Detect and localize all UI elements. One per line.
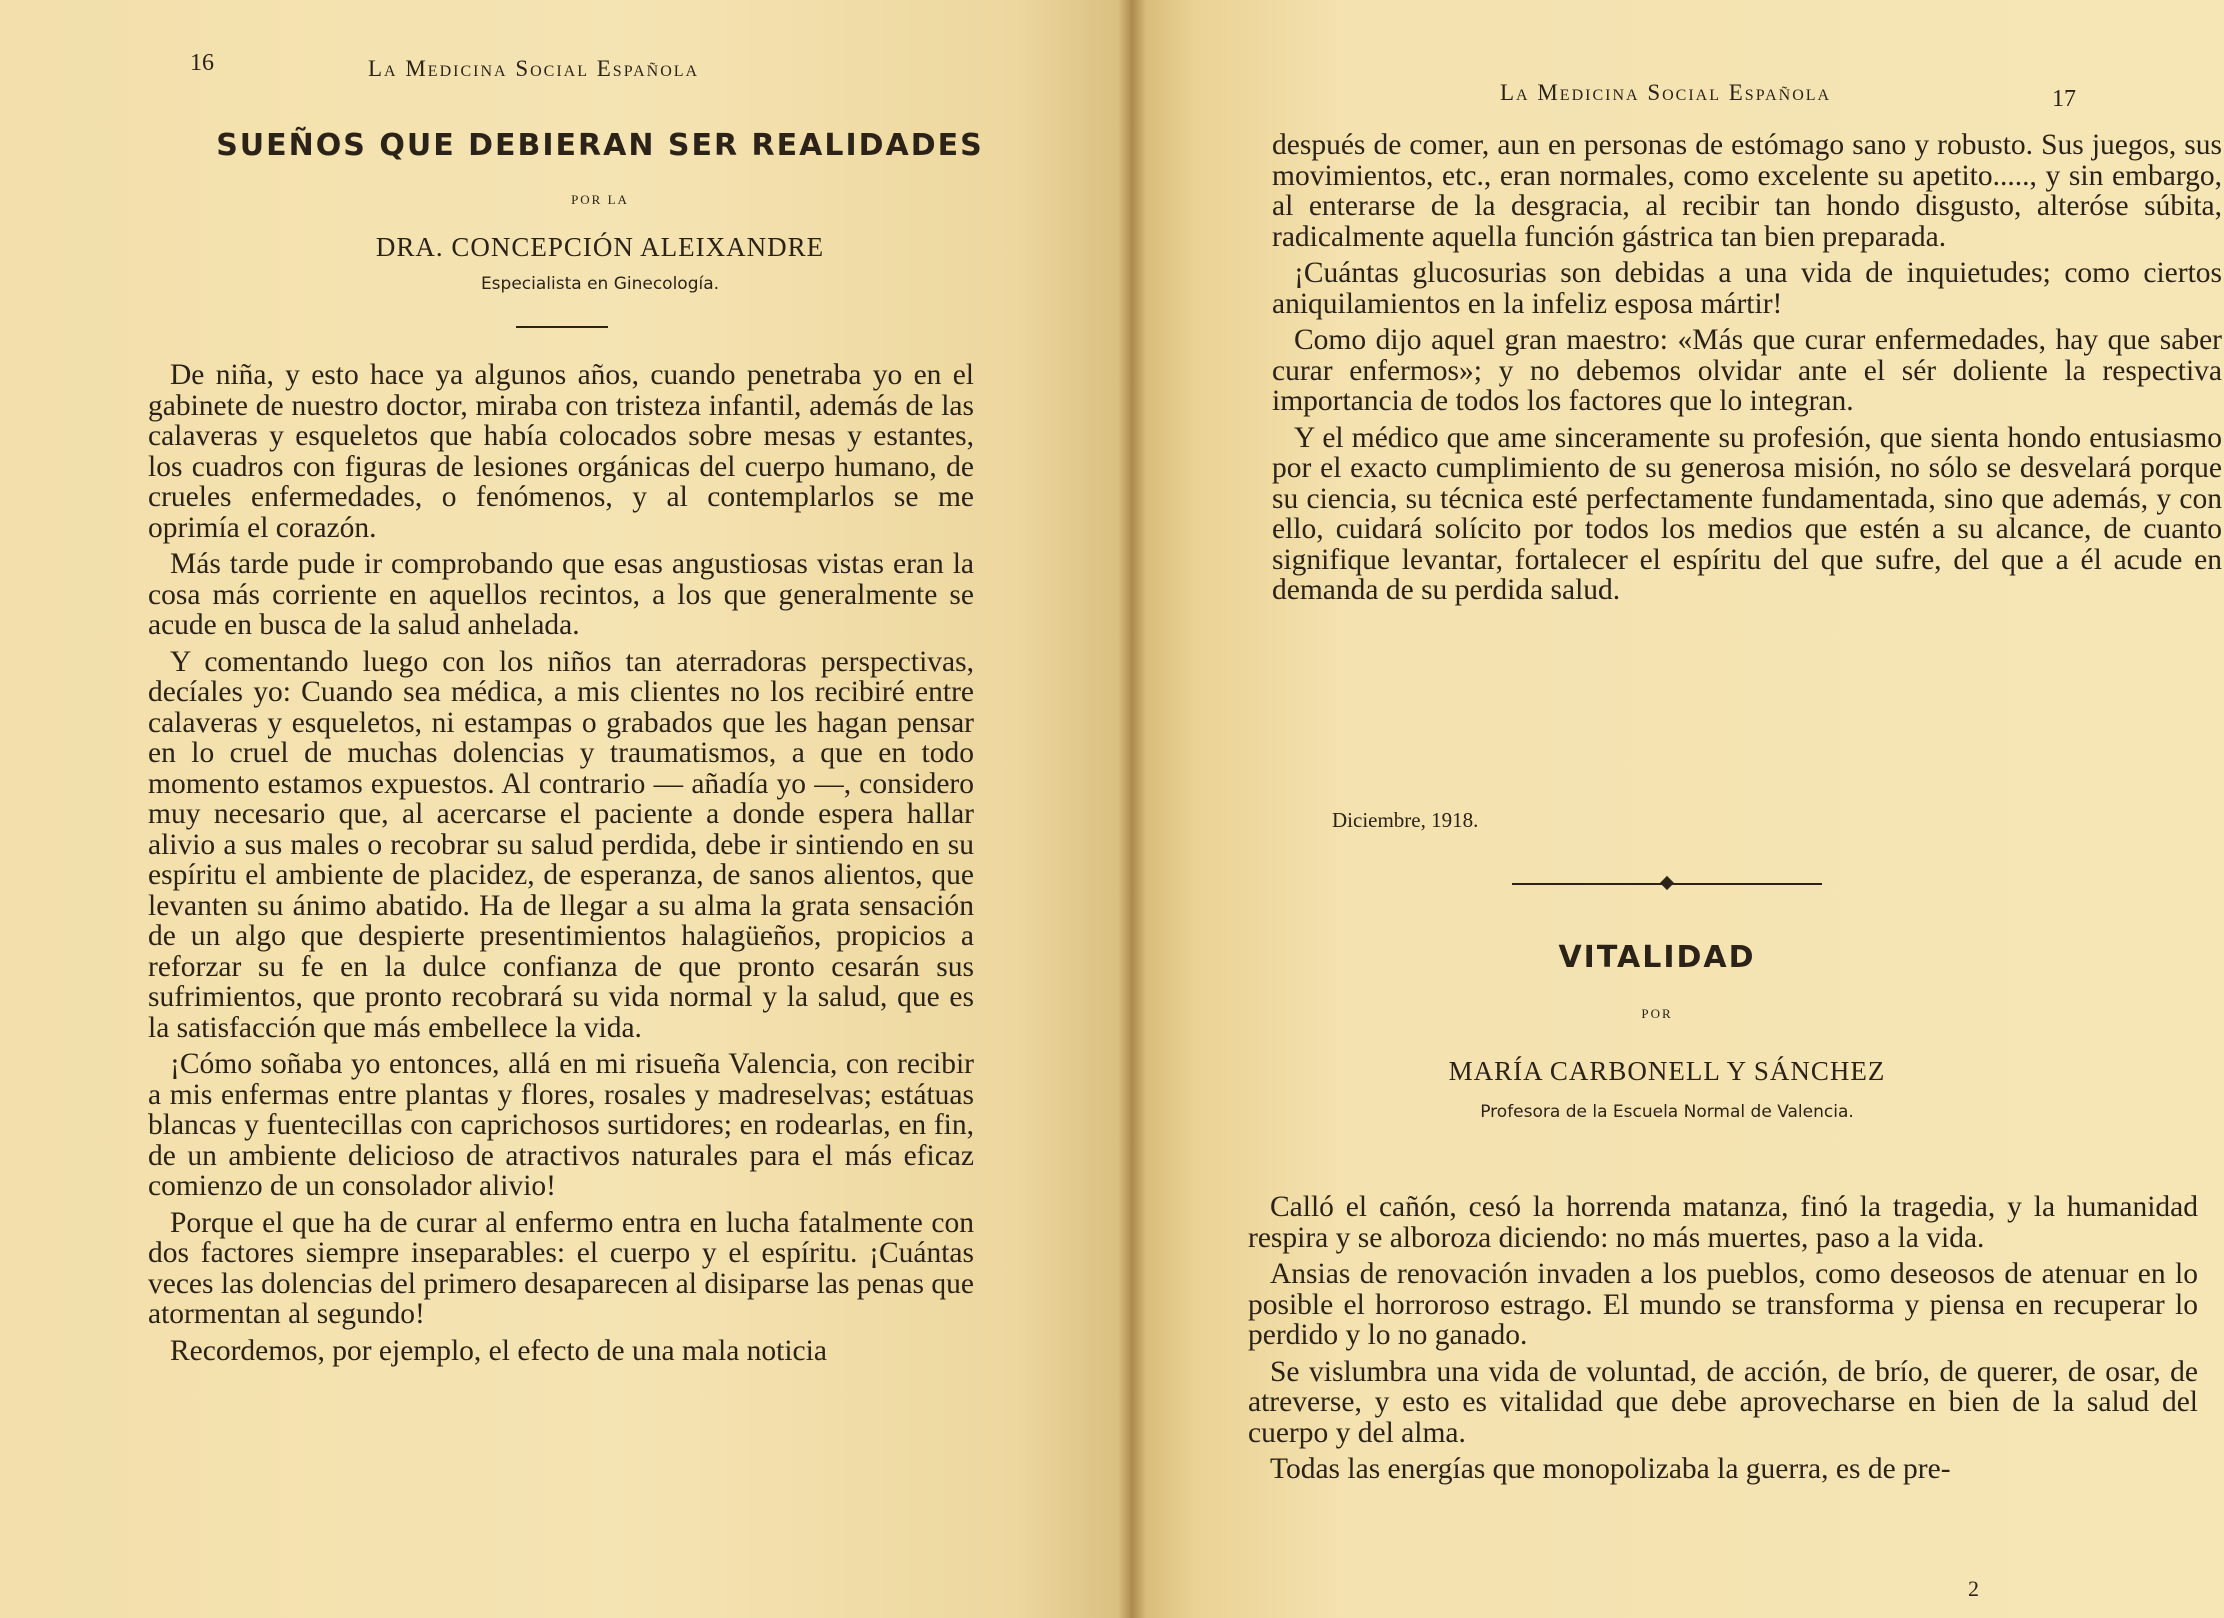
author-affiliation: Profesora de la Escuela Normal de Valencia. — [1480, 1102, 1854, 1122]
author-affiliation: Especialista en Ginecología. — [480, 274, 720, 294]
article-title: SUEÑOS QUE DEBIERAN SER REALIDADES — [216, 128, 984, 163]
ornament-divider — [1512, 874, 1822, 894]
paragraph: Porque el que ha de curar al enfermo entra en lucha fatalmente con dos factores siempre inseparables: el cuerpo y el espíritu. ¡Cuántas veces las dolencias del primero desaparecen al disiparse las penas que atormentan al segundo! — [148, 1206, 974, 1330]
paragraph: ¡Cuántas glucosurias son debidas a una vida de inquietudes; como ciertos aniquilamientos en la infeliz esposa mártir! — [1272, 257, 2222, 320]
author-name: DRA. CONCEPCIÓN ALEIXANDRE — [375, 232, 825, 262]
book-gutter — [1118, 0, 1146, 1618]
page-number: 17 — [2052, 86, 2076, 112]
paragraph: Recordemos, por ejemplo, el efecto de una mala noticia — [170, 1334, 827, 1367]
paragraph: Ansias de renovación invaden a los pueblos, como deseosos de atenuar en lo posible el horroroso estrago. El mundo se transforma y piensa en recuperar lo perdido y lo no ganado. — [1248, 1258, 2198, 1351]
byline-por: POR — [1641, 1006, 1673, 1021]
right-page — [1130, 0, 2224, 1618]
paragraph: Como dijo aquel gran maestro: «Más que curar enfermedades, hay que saber curar enfermos»; y no debemos olvidar ante el sér doliente la respectiva importancia de todos los factores que lo integran. — [1272, 324, 2222, 417]
paragraph: De niña, y esto hace ya algunos años, cuando penetraba yo en el gabinete de nuestro doctor, miraba con tristeza infantil, además de las calaveras y esqueletos que había colocados sobre mesas y estantes, los cuadros con figuras de lesiones orgánicas del cuerpo humano, de crueles enfermedades, o fenómenos, y al contemplarlos se me oprimía el corazón. — [148, 359, 974, 544]
article-date: Diciembre, 1918. — [1332, 808, 1479, 832]
article-body — [148, 360, 974, 1372]
paragraph: Se vislumbra una vida de voluntad, de acción, de brío, de querer, de osar, de atreverse, y esto es vitalidad que debe aprovecharse en bien de la salud del cuerpo y del alma. — [1248, 1355, 2198, 1449]
byline-por: POR LA — [571, 192, 629, 207]
author-name: MARÍA CARBONELL Y SÁNCHEZ — [1448, 1056, 1886, 1086]
page-number: 16 — [190, 50, 214, 76]
paragraph: ¡Cómo soñaba yo entonces, allá en mi risueña Valencia, con recibir a mis enfermas entre plantas y flores, rosales y madreselvas; estátuas blancas y fuentecillas con caprichosos surtidores; en rodearlas, en fin, de un ambiente delicioso de atractivos naturales para el más eficaz comienzo de un consolador alivio! — [148, 1048, 974, 1202]
separator-rule — [516, 326, 608, 328]
running-head: La Medicina Social Española — [1500, 80, 1832, 105]
article-body-continued — [1272, 130, 2222, 612]
paragraph: Y comentando luego con los niños tan aterradoras perspectivas, decíales yo: Cuando sea médica, a mis clientes no los recibiré entre calaveras y esqueletos, ni estampas o grabados que les hagan pensar en lo cruel de muchas dolencias y traumatismos, a que en todo momento estamos expuestos. Al contrario — añadía yo —, considero muy necesario que, al acercarse el paciente a donde espera hallar alivio a sus males o recobrar su salud perdida, debe ir sintiendo en su espíritu el ambiente de placidez, de esperanza, de sanos alientos, que levanten su ánimo abatido. Ha de llegar a su alma la grata sensación de un algo que despierte presentimientos halagüeños, propicios a reforzar su fe en la dulce confianza de que pronto cesarán sus sufrimientos, que pronto recobrará su vida normal y la salud, que es la satisfacción que más embellece la vida. — [148, 645, 974, 1044]
running-head: La Medicina Social Española — [368, 56, 700, 81]
paragraph: después de comer, aun en personas de estómago sano y robusto. Sus juegos, sus movimientos, etc., eran normales, como excelente su apetito....., y sin embargo, al enterarse de la desgracia, al recibir tan hondo disgusto, alteróse súbita, radicalmente aquella función gástrica tan bien preparada. — [1272, 129, 2222, 253]
paragraph: Todas las energías que monopolizaba la guerra, es de pre- — [1270, 1453, 1951, 1485]
article-title: VITALIDAD — [1558, 940, 1756, 975]
article-body — [1248, 1192, 2198, 1491]
paragraph: Calló el cañón, cesó la horrenda matanza, finó la tragedia, y la humanidad respira y se alboroza diciendo: no más muertes, paso a la vida. — [1248, 1191, 2198, 1254]
paragraph: Y el médico que ame sinceramente su profesión, que sienta hondo entusiasmo por el exacto cumplimiento de su generosa misión, no sólo se desvelará porque su ciencia, su técnica esté perfectamente fundamentada, sino que además, y con ello, cuidará solícito por todos los medios que estén a su alcance, de cuanto signifique levantar, fortalecer el espíritu del que sufre, del que a él acude en demanda de su perdida salud. — [1272, 421, 2222, 606]
signature-mark: 2 — [1968, 1576, 1979, 1601]
paragraph: Más tarde pude ir comprobando que esas angustiosas vistas eran la cosa más corriente en aquellos recintos, a los que generalmente se acude en busca de la salud anhelada. — [148, 548, 974, 641]
